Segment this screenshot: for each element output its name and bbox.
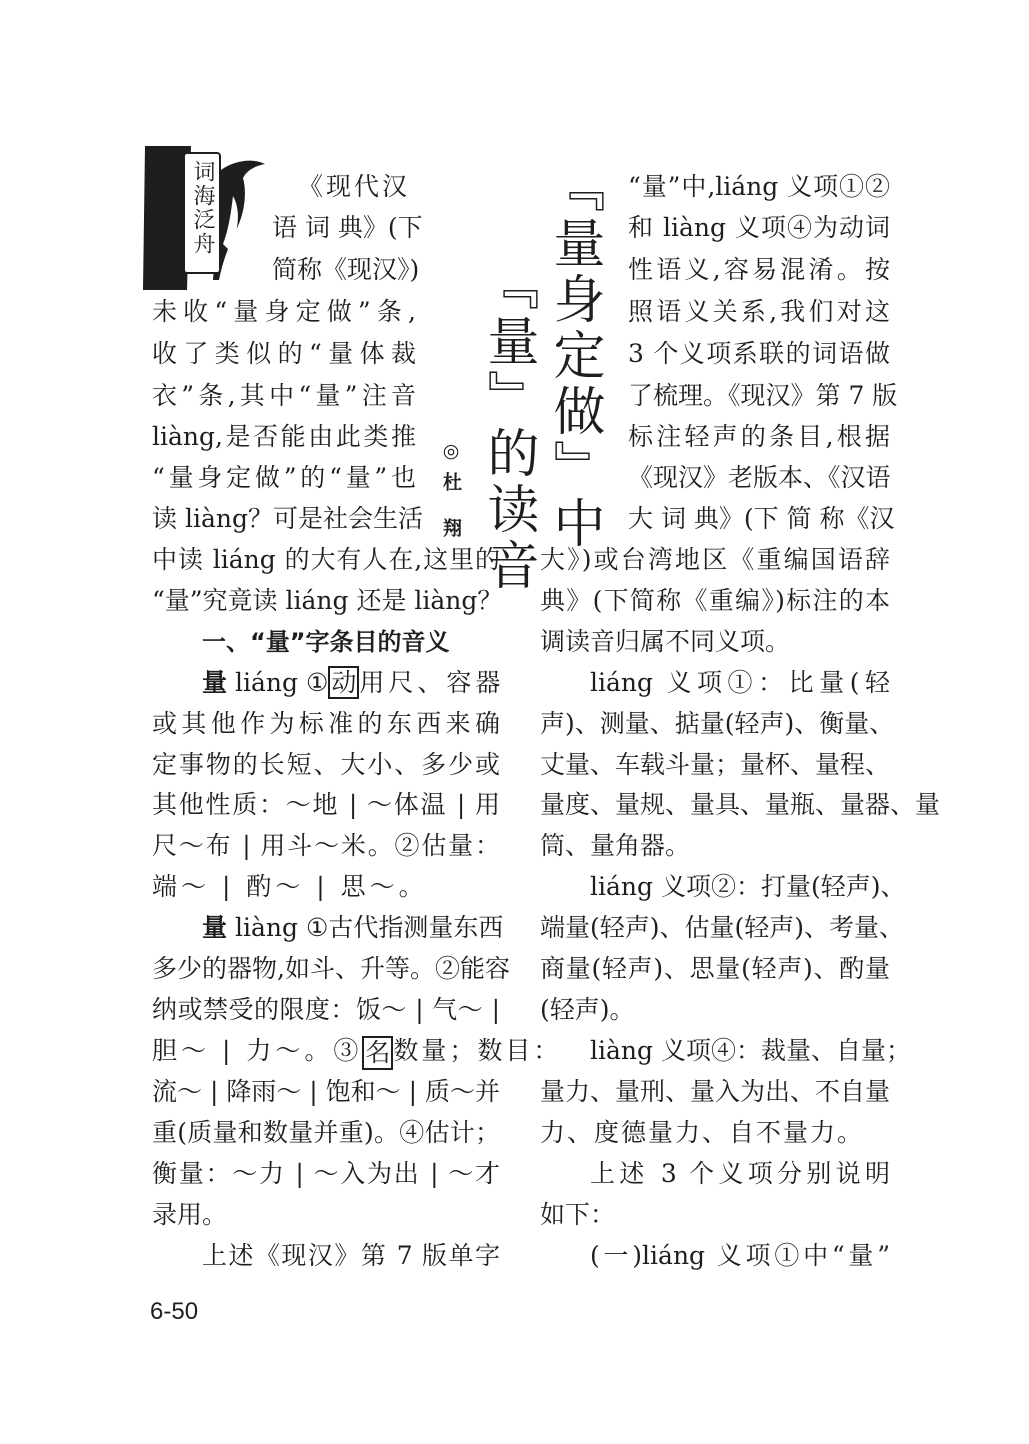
body-line: 筒、量角器。 [540,831,691,860]
body-line: “量身定做”的“量”也 [152,463,416,492]
body-line: 上述 3 个义项分别说明 [590,1159,890,1188]
body-line: 商量(轻声)、思量(轻声)、酌量 [540,954,890,983]
sense-number: ① [305,668,329,697]
body-line: 上述《现汉》第 7 版单字 [202,1241,500,1270]
entry-line: 端～ | 酌～ | 思～。 [152,872,428,901]
entry-pinyin: liáng [234,668,298,697]
body-line: 大 词 典》(下 简 称《汉 [628,504,895,533]
body-line: 声)、测量、掂量(轻声)、衡量、 [540,709,895,738]
body-line: “量”中,liáng 义项①② [628,172,890,201]
entry-line [152,1036,562,1070]
body-line: liàng,是否能由此类推 [152,422,416,451]
body-line: 性语义,容易混淆。按 [628,255,890,284]
pos-label-noun: 名 [362,1036,393,1070]
body-line: 未收“量身定做”条, [152,297,416,326]
body-line: 量度、量规、量具、量瓶、量器、量 [540,790,941,819]
intro-line: 语 词 典》(下 [272,213,423,242]
entry-headword: 量 [202,668,228,697]
article-title-line2: 『量』的读音 [478,258,538,594]
body-line: 3 个义项系联的词语做 [628,339,890,368]
column-tag [183,152,221,274]
intro-line: 简称《现汉》) [272,255,420,284]
column-tag-text: 词海泛舟 [190,160,215,256]
dictionary-entry-liang2 [202,668,504,698]
pos-label-verb: 动 [328,666,359,699]
body-line: (轻声)。 [540,995,635,1024]
body-line: liáng 义项①：比量(轻 [590,668,890,697]
entry-line: 其他性质：～地 | ～体温 | 用 [152,790,500,819]
body-line: 读 liàng？可是社会生活 [152,504,423,533]
body-line: 力、度德量力、自不量力。 [540,1118,865,1147]
body-line: liàng 义项④：裁量、自量； [590,1036,911,1065]
author-byline: ◎杜 翔 [440,440,462,547]
entry-line: 定事物的长短、大小、多少或 [152,750,500,779]
entry-text: 数量；数目： [393,1036,562,1065]
body-line: 中读 liáng 的大有人在,这里的 [152,545,500,574]
entry-line: 重(质量和数量并重)。④估计； [152,1118,500,1147]
entry-text: ①古代指测量东西 [305,913,504,942]
body-line: 收了类似的“量体裁 [152,339,416,368]
body-line: 衣”条,其中“量”注音 [152,381,416,410]
entry-pinyin: liàng [234,913,298,942]
entry-line: 多少的器物,如斗、升等。②能容 [152,954,510,983]
body-line: 标注轻声的条目,根据 [628,422,890,451]
dictionary-entry-liang4 [202,913,503,943]
body-line: 量力、量刑、量入为出、不自量 [540,1077,891,1106]
entry-headword: 量 [202,913,228,942]
body-line: 如下： [540,1200,616,1229]
entry-line: 衡量：～力 | ～入为出 | ～才 [152,1159,500,1188]
body-line: 调读音归属不同义项。 [540,627,791,656]
body-line: 典》(下简称《重编》)标注的本 [540,586,890,615]
body-line: 照语义关系,我们对这 [628,297,890,326]
page-number: 6-50 [150,1298,199,1325]
intro-line: 《现代汉 [298,172,411,201]
body-line: “量”究竟读 liáng 还是 liàng？ [152,586,503,615]
article-title-line1: 『量身定做』中 [544,160,604,552]
body-line: 《现汉》老版本、《汉语 [628,463,891,492]
body-line: 和 liàng 义项④为动词 [628,213,890,242]
entry-line: 或其他作为标准的东西来确 [152,709,500,738]
section-heading: 一、“量”字条目的音义 [202,628,450,656]
entry-line: 流～ | 降雨～ | 饱和～ | 质～并 [152,1077,500,1106]
body-line: (一)liáng 义项①中“量” [590,1241,890,1270]
entry-text: 胆～ | 力～。③ [152,1036,363,1065]
entry-line: 纳或禁受的限度：饭～ | 气～ | [152,995,500,1024]
entry-line: 录用。 [152,1200,228,1229]
body-line: 丈量、车载斗量；量杯、量程、 [540,750,891,779]
body-line: 大》)或台湾地区《重编国语辞 [540,545,890,574]
body-line: 端量(轻声)、估量(轻声)、考量、 [540,913,905,942]
entry-text: 用尺、容器 [359,668,505,697]
entry-line: 尺～布 | 用斗～米。②估量： [152,831,500,860]
body-line: liáng 义项②：打量(轻声)、 [590,872,906,901]
body-line: 了梳理。《现汉》第 7 版 [628,381,898,410]
